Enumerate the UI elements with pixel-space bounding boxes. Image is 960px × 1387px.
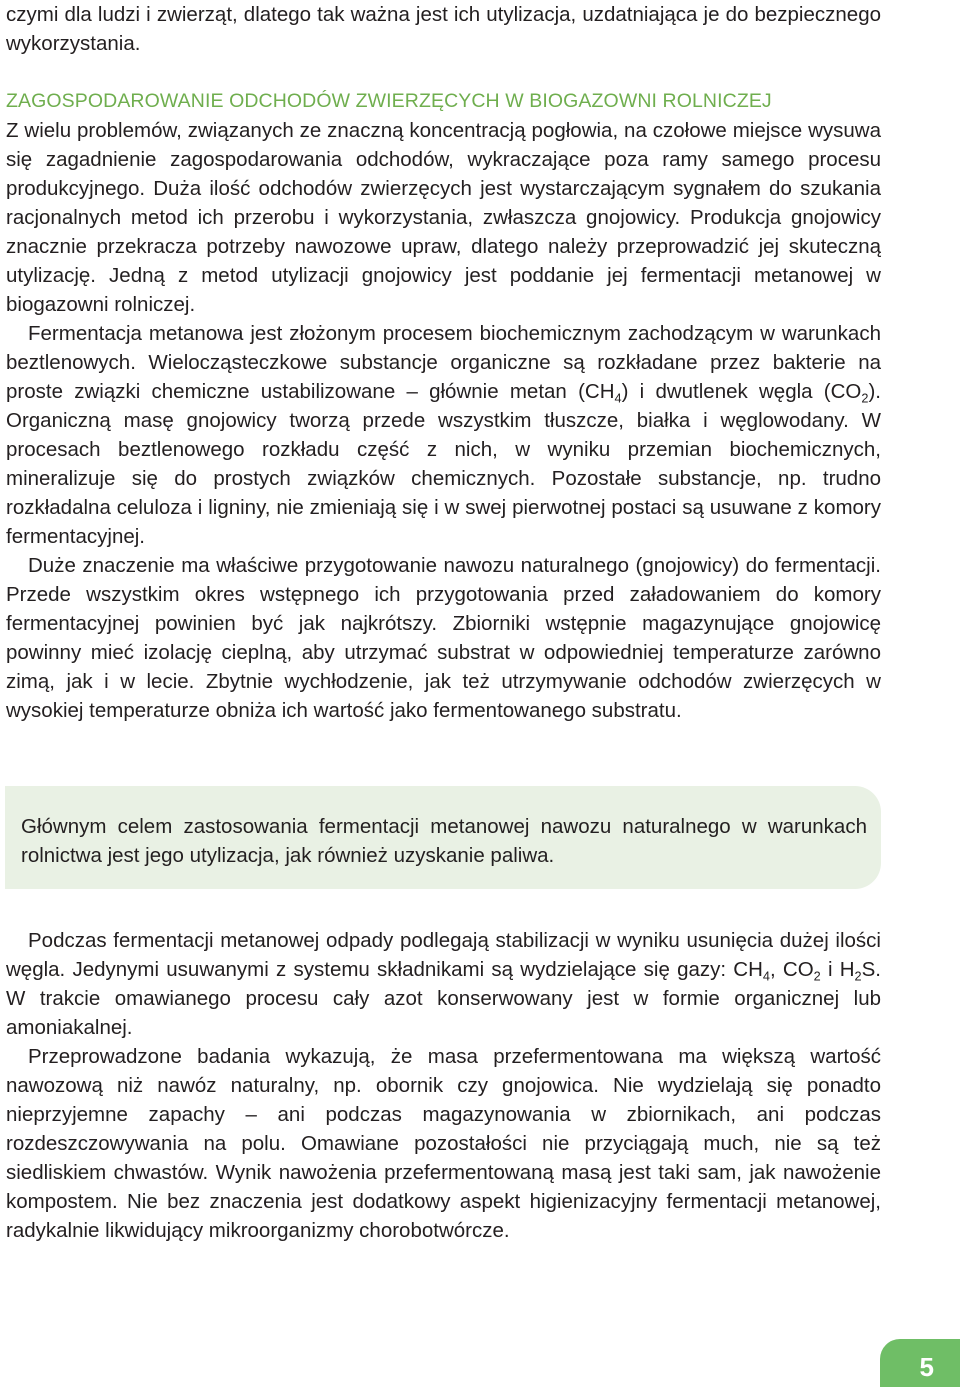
page-number: 5 (919, 1352, 934, 1382)
paragraph-methane-fermentation: Fermentacja metanowa jest złożonym procesem biochemicznym zachodzącym w warunkach beztlenowych. Wielocząsteczkowe substancje organiczne są rozkładane przez bakterie na proste związki chemiczne ustabilizowane – głównie metan $(CH_4)$ i dwutlenek węgla $(CO_2)$. Organiczną masę gnojowicy tworzą przede wszystkim tłuszcze, białka i węglowodany. W procesach beztlenowego rozkładu część z nich, w wyniku przemian biochemicznych, mineralizuje się do prostych związków chemicznych. Pozostałe substancje, np. trudno rozkładalna celuloza i ligniny, nie zmieniają się i w swej pierwotnej postaci są usuwane z komory fermentacyjnej. (6, 322, 881, 548)
section-heading: ZAGOSPODAROWANIE ODCHODÓW ZWIERZĘCYCH W BIOGAZOWNI ROLNICZEJ (6, 90, 772, 112)
paragraph-stabilization: Podczas fermentacji metanowej odpady podlegają stabilizacji w wyniku usunięcia dużej ilości węgla. Jedynymi usuwanymi z systemu składnikami są wydzielające się gazy: $CH_4$, $CO_2$ i $H_2S$. W trakcie omawianego procesu cały azot konserwowany jest w formie organicznej lub amoniakalnej. (6, 929, 881, 1039)
paragraph-research-results: Przeprowadzone badania wykazują, że masa przefermentowana ma większą wartość nawozową niż nawóz naturalny, np. obornik czy gnojowica. Nie wydzielają się ponadto nieprzyjemne zapachy – ani podczas magazynowania w zbiornikach, ani podczas rozdeszczowywania na polu. Omawiane pozostałości nie przyciągają much, nie są też siedliskiem chwastów. Wynik nawożenia przefermentowaną masą jest taki sam, jak nawożenie kompostem. Nie bez znaczenia jest dodatkowy aspekt higienizacyjny fermentacji metanowej, radykalnie likwidujący mikroorganizmy chorobotwórcze. (6, 1045, 881, 1242)
paragraph-preparation: Duże znaczenie ma właściwe przygotowanie nawozu naturalnego (gnojowicy) do fermentacji. Przede wszystkim okres wstępnego ich przygotowania przed załadowaniem do komory fermentacyjnej powinien być jak najkrótszy. Zbiorniki wstępnie magazynujące gnojowicę powinny mieć izolację cieplną, aby utrzymać substrat w odpowiedniej temperaturze zarówno zimą, jak i w lecie. Zbytnie wychłodzenie, jak też utrzymywanie odchodów zwierzęcych w wysokiej temperaturze obniża ich wartość jako fermentowanego substratu. (6, 554, 881, 722)
callout-text: Głównym celem zastosowania fermentacji metanowej nawozu naturalnego w warunkach rolnictwa jest jego utylizacja, jak również uzyskanie paliwa. (21, 815, 867, 867)
page-number-tab (880, 1339, 960, 1387)
bottom-section (6, 926, 881, 1245)
paragraph-manure-management: Z wielu problemów, związanych ze znaczną koncentracją pogłowia, na czołowe miejsce wysuwa się zagadnienie zagospodarowania odchodów, wykraczające poza ramy samego procesu produkcyjnego. Duża ilość odchodów zwierzęcych jest wystarczającym sygnałem do szukania racjonalnych metod ich przerobu i wykorzystania, zwłaszcza gnojowicy. Produkcja gnojowicy znacznie przekracza potrzeby nawozowe upraw, dlatego należy przeprowadzić jej skuteczną utylizację. Jedną z metod utylizacji gnojowicy jest poddanie jej fermentacji metanowej w biogazowni rolniczej. (6, 119, 881, 316)
callout-box (5, 786, 881, 889)
spacer (6, 58, 881, 87)
top-section (6, 0, 881, 725)
intro-paragraph: czymi dla ludzi i zwierząt, dlatego tak ważna jest ich utylizacja, uzdatniająca je do bezpiecznego wykorzystania. (6, 3, 881, 55)
